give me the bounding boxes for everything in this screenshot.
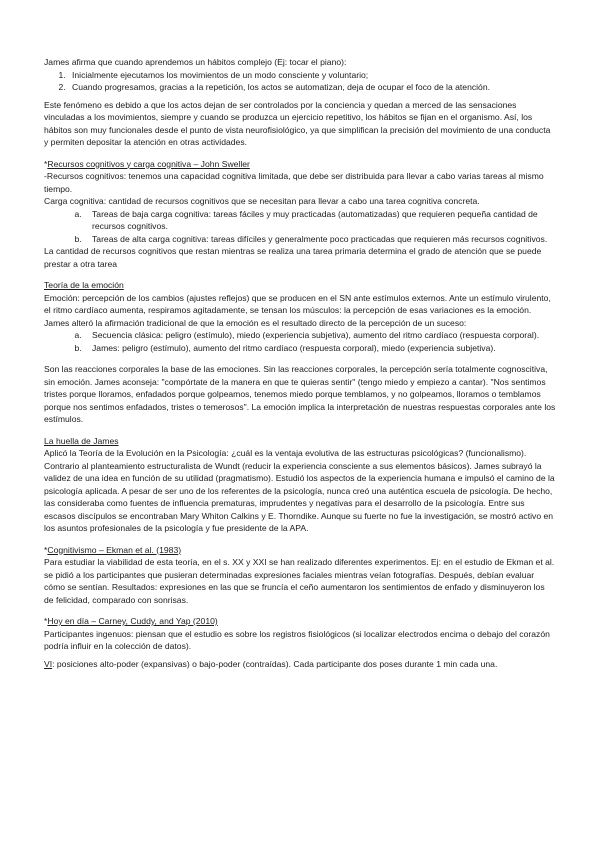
- section-heading: [44, 158, 556, 171]
- legacy-heading: La huella de James: [44, 435, 119, 446]
- legacy-section: [44, 435, 556, 535]
- list-item: a. Secuencia clásica: peligro (estímulo), miedo (experiencia subjetiva), aumento del ritmo cardíaco (respuesta corporal).: [84, 329, 556, 342]
- vi-label: VI: [44, 658, 53, 669]
- list-item: 2. Cuando progresamos, gracias a la repetición, los actos se automatizan, deja de ocupar el foco de la atención.: [68, 81, 556, 94]
- ekman-paragraph: Para estudiar la viabilidad de esta teoría, en el s. XX y XXI se han realizado diferentes experimentos. Ej: en el estudio de Ekman et al. se pidió a los participantes que pusieran determinadas expresiones faciales mientras veían fotografías. Después, debían evaluar cómo se sentían. Resultados: expresiones en las que se fruncía el ceño aumentaron los sentimientos de enfado y disminuyeron los de felicidad, comparado con sonrisas.: [44, 557, 555, 605]
- ekman-heading: Cognitivismo – Ekman et al. (1983): [47, 544, 182, 555]
- current-section: [44, 615, 556, 670]
- heading-prefix: *: [44, 158, 48, 169]
- list-item: b. Tareas de alta carga cognitiva: tareas difíciles y generalmente poco practicadas que requieren más recursos cognitivos.: [84, 233, 556, 246]
- vi-text: : posiciones alto-poder (expansivas) o bajo-poder (contraídas). Cada participante dos poses durante 1 min cada una.: [52, 658, 498, 669]
- habits-list: [44, 69, 556, 94]
- section-heading: [44, 615, 556, 628]
- section-heading: [44, 544, 556, 557]
- current-heading: Hoy en día – Carney, Cuddy, and Yap (2010): [47, 616, 218, 626]
- sweller-line-2: Carga cognitiva: cantidad de recursos cognitivos que se necesitan para llevar a cabo una tarea cognitiva concreta.: [44, 196, 480, 206]
- vi-paragraph: [44, 658, 556, 671]
- current-paragraph: Participantes ingenuos: piensan que el estudio es sobre los registros fisiológicos (si localizar electrodos encima o debajo del corazón podría influir en la colección de datos).: [44, 628, 550, 651]
- sweller-section: [44, 158, 556, 271]
- habits-section: [44, 56, 556, 149]
- emotion-paragraph: Emoción: percepción de los cambios (ajustes reflejos) que se producen en el SN ante estímulos externos. Ante un estímulo virulento, el ritmo cardíaco aumenta, respiramos agitadamente, se tensan los músculos: la percepción de esas variaciones es la emoción. James alteró la afirmación tradicional de que la emoción es el resultado directo de la percepción de un suceso:: [44, 292, 551, 328]
- cognitive-load-list: [44, 208, 556, 246]
- emotion-paragraph-2: Son las reacciones corporales la base de las emociones. Sin las reacciones corporales, la percepción sería totalmente cognoscitiva, sin emoción. James aconseja: "compórtate de la manera en que te quieras sentir" (tengo miedo y empiezo a cantar). "Nos sentimos tristes porque lloramos, enfadados porque golpeamos, tenemos miedo porque temblamos, y no golpeamos, lloramos o temblamos porque nos sentimos enfadados, tristes o temerosos". La emoción implica la interpretación de nuestras respuestas corporales ante los estímulos.: [44, 364, 556, 424]
- habits-intro: James afirma que cuando aprendemos un hábitos complejo (Ej: tocar el piano):: [44, 57, 347, 67]
- emotion-section: [44, 279, 556, 426]
- list-item: a. Tareas de baja carga cognitiva: tareas fáciles y muy practicadas (automatizadas) que requieren pequeña cantidad de recursos cognitivos.: [84, 208, 556, 233]
- heading-prefix: *: [44, 544, 48, 555]
- emotion-heading: Teoría de la emoción: [44, 280, 124, 290]
- habits-paragraph: Este fenómeno es debido a que los actos dejan de ser controlados por la conciencia y quedan a merced de las sensaciones vinculadas a los movimientos, siempre y cuando se produzca un ejercicio repetitivo, los hábitos se fijan en el organismo. Así, los hábitos son muy funcionales desde el punto de vista neurofisiológico, ya que simplifican la precisión del movimiento de una conducta y permiten depositar la atención en otras actividades.: [44, 99, 551, 147]
- sweller-heading: Recursos cognitivos y carga cognitiva – John Sweller: [47, 158, 250, 169]
- sweller-line-1: -Recursos cognitivos: tenemos una capacidad cognitiva limitada, que debe ser distribuida para llevar a cabo varias tareas al mismo tiempo.: [44, 171, 544, 194]
- heading-prefix: *: [44, 616, 48, 626]
- legacy-paragraph: Aplicó la Teoría de la Evolución en la Psicología: ¿cuál es la ventaja evolutiva de las estructuras psicológicas? (funcionalismo). Contrario al planteamiento estructuralista de Wundt (reducir la experiencia consciente a sus elementos básicos). James subrayó la validez de una idea en función de su utilidad (pragmatismo). Estudió los aspectos de la experiencia humana e impulsó el camino de la psicología aplicada. A pesar de ser uno de los referentes de la psicología, nunca creó una auténtica escuela de psicología. De hecho, las consideraba como fuentes de influencia prematuras, imprudentes y negativas para el desarrollo de la psicología. Entre sus escasos discípulos se encontraban Mary Whiton Calkins y E. Thorndike. Aunque su fuerte no fue la investigación, se mostró activo en los asuntos profesionales de la psicología y fue presidente de la APA.: [44, 448, 555, 533]
- ekman-section: [44, 544, 556, 607]
- list-item: b. James: peligro (estímulo), aumento del ritmo cardíaco (respuesta corporal), miedo (experiencia subjetiva).: [84, 342, 556, 355]
- sweller-closing: La cantidad de recursos cognitivos que restan mientras se realiza una tarea primaria determina el grado de atención que se puede prestar a otra tarea: [44, 246, 542, 269]
- emotion-sequence-list: [44, 329, 556, 354]
- list-item: 1. Inicialmente ejecutamos los movimientos de un modo consciente y voluntario;: [68, 69, 556, 82]
